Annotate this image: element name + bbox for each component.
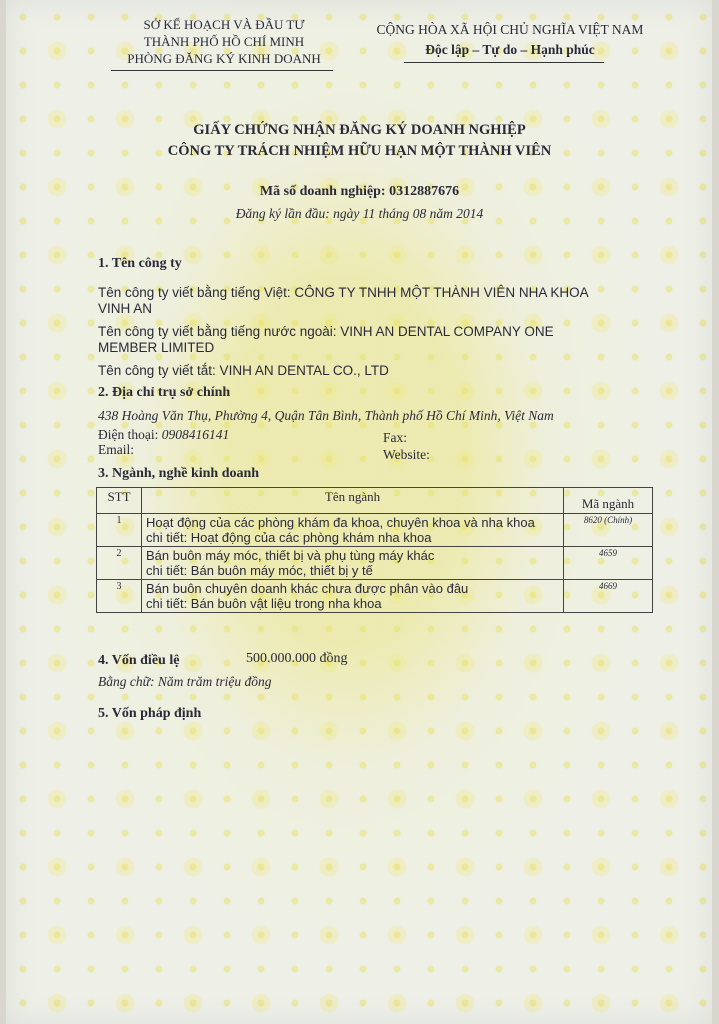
business-lines-table bbox=[96, 487, 653, 613]
row-code: 8620 (Chính) bbox=[564, 514, 653, 547]
foreign-name-line-1: Tên công ty viết bằng tiếng nước ngoài: VINH AN DENTAL COMPANY ONE bbox=[98, 324, 554, 339]
row-code: 4669 bbox=[564, 580, 653, 613]
row-industry bbox=[142, 580, 564, 613]
row-industry bbox=[142, 547, 564, 580]
industry-detail: chi tiết: Bán buôn máy móc, thiết bị y tế bbox=[146, 563, 373, 578]
stt-header: STT bbox=[97, 488, 142, 514]
row-stt: 2 bbox=[97, 547, 142, 580]
row-industry bbox=[142, 514, 564, 547]
motto-underline bbox=[404, 62, 604, 63]
industry-detail: chi tiết: Hoạt động của các phòng khám nha khoa bbox=[146, 530, 432, 545]
email-label: Email: bbox=[98, 442, 134, 457]
row-code: 4659 bbox=[564, 547, 653, 580]
industry-name: Hoạt động của các phòng khám đa khoa, chuyên khoa và nha khoa bbox=[146, 515, 535, 530]
vietnamese-name-line-2: VINH AN bbox=[98, 301, 153, 316]
phone bbox=[98, 427, 229, 443]
first-registration-date: Đăng ký lần đầu: ngày 11 tháng 08 năm 2014 bbox=[235, 206, 484, 221]
national-motto bbox=[350, 20, 670, 60]
industry-name-header: Tên ngành bbox=[142, 488, 564, 514]
head-office-address: 438 Hoàng Văn Thụ, Phường 4, Quận Tân Bình, Thành phố Hồ Chí Minh, Việt Nam bbox=[98, 408, 554, 423]
section-4-heading: 4. Vốn điều lệ bbox=[98, 653, 180, 668]
foreign-name-line-2: MEMBER LIMITED bbox=[98, 340, 215, 355]
section-3-heading: 3. Ngành, nghề kinh doanh bbox=[98, 466, 260, 481]
table-row bbox=[97, 514, 653, 547]
fax-label: Fax: bbox=[383, 430, 408, 445]
enterprise-code: Mã số doanh nghiệp: 0312887676 bbox=[259, 184, 460, 199]
authority-line-2: THÀNH PHỐ HỒ CHÍ MINH bbox=[143, 34, 305, 49]
table-header-row bbox=[97, 488, 653, 514]
industry-name: Bán buôn chuyên doanh khác chưa được phân vào đâu bbox=[146, 581, 469, 596]
section-1-heading: 1. Tên công ty bbox=[98, 256, 182, 271]
charter-capital-in-words: Bằng chữ: Năm trăm triệu đồng bbox=[98, 674, 272, 689]
industry-detail: chi tiết: Bán buôn vật liệu trong nha khoa bbox=[146, 596, 382, 611]
section-5-heading: 5. Vốn pháp định bbox=[98, 706, 202, 721]
motto-line: Độc lập – Tự do – Hạnh phúc bbox=[425, 42, 595, 57]
authority-underline bbox=[111, 70, 333, 71]
phone-label: Điện thoại: bbox=[98, 427, 162, 442]
company-type-title: CÔNG TY TRÁCH NHIỆM HỮU HẠN MỘT THÀNH VIÊN bbox=[167, 143, 552, 159]
certificate-title: GIẤY CHỨNG NHẬN ĐĂNG KÝ DOANH NGHIỆP bbox=[193, 122, 526, 138]
industry-name: Bán buôn máy móc, thiết bị và phụ tùng máy khác bbox=[146, 548, 435, 563]
vietnamese-name-line-1: Tên công ty viết bằng tiếng Việt: CÔNG TY TNHH MỘT THÀNH VIÊN NHA KHOA bbox=[98, 285, 589, 300]
phone-value: 0908416141 bbox=[161, 427, 230, 442]
authority-line-3: PHÒNG ĐĂNG KÝ KINH DOANH bbox=[127, 51, 321, 66]
row-stt: 3 bbox=[97, 580, 142, 613]
industry-code-header: Mã ngành bbox=[564, 488, 653, 514]
issuing-authority bbox=[104, 16, 344, 67]
short-name: Tên công ty viết tắt: VINH AN DENTAL CO., LTD bbox=[98, 363, 389, 378]
table-row bbox=[97, 547, 653, 580]
row-stt: 1 bbox=[97, 514, 142, 547]
authority-line-1: SỞ KẾ HOẠCH VÀ ĐẦU TƯ bbox=[143, 17, 305, 32]
table-row bbox=[97, 580, 653, 613]
republic-title: CỘNG HÒA XÃ HỘI CHỦ NGHĨA VIỆT NAM bbox=[376, 22, 644, 37]
section-2-heading: 2. Địa chỉ trụ sở chính bbox=[98, 385, 231, 400]
charter-capital-amount: 500.000.000 đồng bbox=[246, 651, 348, 666]
website-label: Website: bbox=[383, 447, 430, 462]
